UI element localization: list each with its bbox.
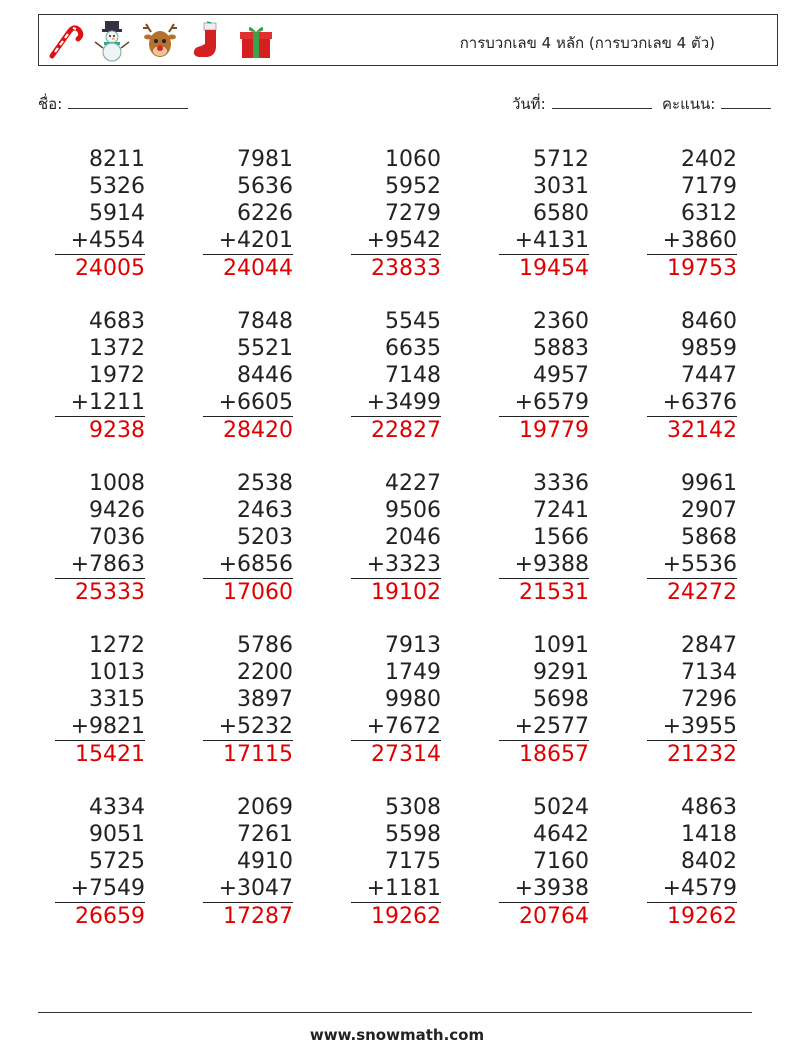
- addend: 3897: [237, 687, 293, 712]
- score-blank[interactable]: [721, 94, 771, 109]
- last-addend: +7672: [351, 713, 441, 741]
- addend: 6312: [681, 201, 737, 226]
- last-addend: +2577: [499, 713, 589, 741]
- addend: 9051: [89, 822, 145, 847]
- addend: 1372: [89, 336, 145, 361]
- addend: 5024: [533, 795, 589, 820]
- snowman-icon: [91, 20, 133, 62]
- addend: 3336: [533, 471, 589, 496]
- addend: 5636: [237, 174, 293, 199]
- addend: 5868: [681, 525, 737, 550]
- worksheet-header: [38, 14, 778, 66]
- addition-problem: [203, 146, 293, 282]
- addend: 5952: [385, 174, 441, 199]
- last-addend: +4554: [55, 227, 145, 255]
- addition-problem: [55, 146, 145, 282]
- answer: 32142: [667, 418, 737, 443]
- addend: 7447: [681, 363, 737, 388]
- addend: 5914: [89, 201, 145, 226]
- addend: 7981: [237, 147, 293, 172]
- addition-problem: [351, 146, 441, 282]
- addend: 5883: [533, 336, 589, 361]
- date-field[interactable]: [512, 92, 652, 116]
- last-addend: +9821: [55, 713, 145, 741]
- addend: 7179: [681, 174, 737, 199]
- answer: 17115: [223, 742, 293, 767]
- addend: 3031: [533, 174, 589, 199]
- addition-problem: [499, 146, 589, 282]
- addend: 1091: [533, 633, 589, 658]
- last-addend: +7863: [55, 551, 145, 579]
- addend: 2360: [533, 309, 589, 334]
- addition-problem: [499, 632, 589, 768]
- answer: 19454: [519, 256, 589, 281]
- addend: 2069: [237, 795, 293, 820]
- addend: 1013: [89, 660, 145, 685]
- score-field[interactable]: [662, 92, 771, 116]
- last-addend: +3499: [351, 389, 441, 417]
- addend: 4910: [237, 849, 293, 874]
- addition-problem: [499, 470, 589, 606]
- last-addend: +4131: [499, 227, 589, 255]
- last-addend: +3938: [499, 875, 589, 903]
- addend: 9980: [385, 687, 441, 712]
- addend: 8211: [89, 147, 145, 172]
- answer: 17287: [223, 904, 293, 929]
- addend: 7148: [385, 363, 441, 388]
- last-addend: +7549: [55, 875, 145, 903]
- answer: 18657: [519, 742, 589, 767]
- answer: 17060: [223, 580, 293, 605]
- candy-cane-icon: [43, 20, 85, 62]
- addition-problem: [55, 632, 145, 768]
- addition-problem: [647, 470, 737, 606]
- addend: 9859: [681, 336, 737, 361]
- addend: 1008: [89, 471, 145, 496]
- addend: 7296: [681, 687, 737, 712]
- answer: 23833: [371, 256, 441, 281]
- answer: 20764: [519, 904, 589, 929]
- addend: 5698: [533, 687, 589, 712]
- addend: 9426: [89, 498, 145, 523]
- addition-problem: [55, 794, 145, 930]
- gift-icon: [235, 20, 277, 62]
- reindeer-icon: [139, 20, 181, 62]
- addend: 8402: [681, 849, 737, 874]
- name-label: ชื่อ:: [38, 95, 63, 113]
- addition-problem: [351, 794, 441, 930]
- addend: 9961: [681, 471, 737, 496]
- addend: 7261: [237, 822, 293, 847]
- addition-problem: [647, 632, 737, 768]
- worksheet-title: การบวกเลข 4 หลัก (การบวกเลข 4 ตัว): [459, 34, 715, 52]
- last-addend: +6579: [499, 389, 589, 417]
- answer: 24044: [223, 256, 293, 281]
- addend: 7175: [385, 849, 441, 874]
- addend: 5786: [237, 633, 293, 658]
- addition-problem: [203, 308, 293, 444]
- addend: 8446: [237, 363, 293, 388]
- last-addend: +3860: [647, 227, 737, 255]
- stocking-icon: [187, 20, 229, 62]
- answer: 19102: [371, 580, 441, 605]
- last-addend: +6376: [647, 389, 737, 417]
- last-addend: +1211: [55, 389, 145, 417]
- addend: 5326: [89, 174, 145, 199]
- addend: 5308: [385, 795, 441, 820]
- answer: 9238: [89, 418, 145, 443]
- addend: 4957: [533, 363, 589, 388]
- footer-divider: [38, 1012, 752, 1013]
- addend: 2200: [237, 660, 293, 685]
- addend: 9291: [533, 660, 589, 685]
- answer: 19779: [519, 418, 589, 443]
- addend: 1749: [385, 660, 441, 685]
- addend: 8460: [681, 309, 737, 334]
- addend: 9506: [385, 498, 441, 523]
- addend: 2463: [237, 498, 293, 523]
- addition-problem: [351, 308, 441, 444]
- answer: 25333: [75, 580, 145, 605]
- addend: 2847: [681, 633, 737, 658]
- name-blank[interactable]: [68, 94, 188, 109]
- addend: 7134: [681, 660, 737, 685]
- answer: 24272: [667, 580, 737, 605]
- addend: 5203: [237, 525, 293, 550]
- addend: 7241: [533, 498, 589, 523]
- addend: 6635: [385, 336, 441, 361]
- addend: 5521: [237, 336, 293, 361]
- answer: 19753: [667, 256, 737, 281]
- last-addend: +9542: [351, 227, 441, 255]
- addend: 1060: [385, 147, 441, 172]
- addition-problem: [351, 470, 441, 606]
- answer: 15421: [75, 742, 145, 767]
- last-addend: +4579: [647, 875, 737, 903]
- last-addend: +3955: [647, 713, 737, 741]
- answer: 21232: [667, 742, 737, 767]
- addend: 7279: [385, 201, 441, 226]
- addition-problem: [55, 308, 145, 444]
- addend: 5725: [89, 849, 145, 874]
- last-addend: +9388: [499, 551, 589, 579]
- answer: 24005: [75, 256, 145, 281]
- answer: 22827: [371, 418, 441, 443]
- last-addend: +5536: [647, 551, 737, 579]
- addend: 4863: [681, 795, 737, 820]
- name-field[interactable]: [38, 92, 188, 116]
- last-addend: +6605: [203, 389, 293, 417]
- addend: 3315: [89, 687, 145, 712]
- addend: 4683: [89, 309, 145, 334]
- addition-problem: [647, 794, 737, 930]
- addend: 5712: [533, 147, 589, 172]
- last-addend: +3323: [351, 551, 441, 579]
- answer: 28420: [223, 418, 293, 443]
- addition-problem: [203, 794, 293, 930]
- addend: 7913: [385, 633, 441, 658]
- addend: 5545: [385, 309, 441, 334]
- last-addend: +4201: [203, 227, 293, 255]
- addition-problem: [203, 632, 293, 768]
- addend: 1972: [89, 363, 145, 388]
- addend: 1566: [533, 525, 589, 550]
- addend: 2907: [681, 498, 737, 523]
- answer: 26659: [75, 904, 145, 929]
- addition-problem: [203, 470, 293, 606]
- addend: 1272: [89, 633, 145, 658]
- addend: 7036: [89, 525, 145, 550]
- addend: 6226: [237, 201, 293, 226]
- addition-problem: [351, 632, 441, 768]
- addend: 6580: [533, 201, 589, 226]
- addition-problem: [647, 308, 737, 444]
- website-footer: www.snowmath.com: [309, 1026, 485, 1044]
- last-addend: +3047: [203, 875, 293, 903]
- addition-problem: [499, 308, 589, 444]
- answer: 19262: [667, 904, 737, 929]
- header-icons: [43, 20, 277, 62]
- last-addend: +5232: [203, 713, 293, 741]
- date-blank[interactable]: [552, 94, 652, 109]
- addend: 2046: [385, 525, 441, 550]
- score-label: คะแนน:: [662, 95, 716, 113]
- last-addend: +6856: [203, 551, 293, 579]
- answer: 21531: [519, 580, 589, 605]
- answer: 19262: [371, 904, 441, 929]
- answer: 27314: [371, 742, 441, 767]
- addition-problem: [499, 794, 589, 930]
- addend: 1418: [681, 822, 737, 847]
- addend: 5598: [385, 822, 441, 847]
- addend: 7848: [237, 309, 293, 334]
- addend: 4227: [385, 471, 441, 496]
- addend: 2538: [237, 471, 293, 496]
- addend: 4334: [89, 795, 145, 820]
- addend: 7160: [533, 849, 589, 874]
- last-addend: +1181: [351, 875, 441, 903]
- addition-problem: [647, 146, 737, 282]
- date-label: วันที่:: [512, 95, 546, 113]
- addend: 4642: [533, 822, 589, 847]
- addition-problem: [55, 470, 145, 606]
- addend: 2402: [681, 147, 737, 172]
